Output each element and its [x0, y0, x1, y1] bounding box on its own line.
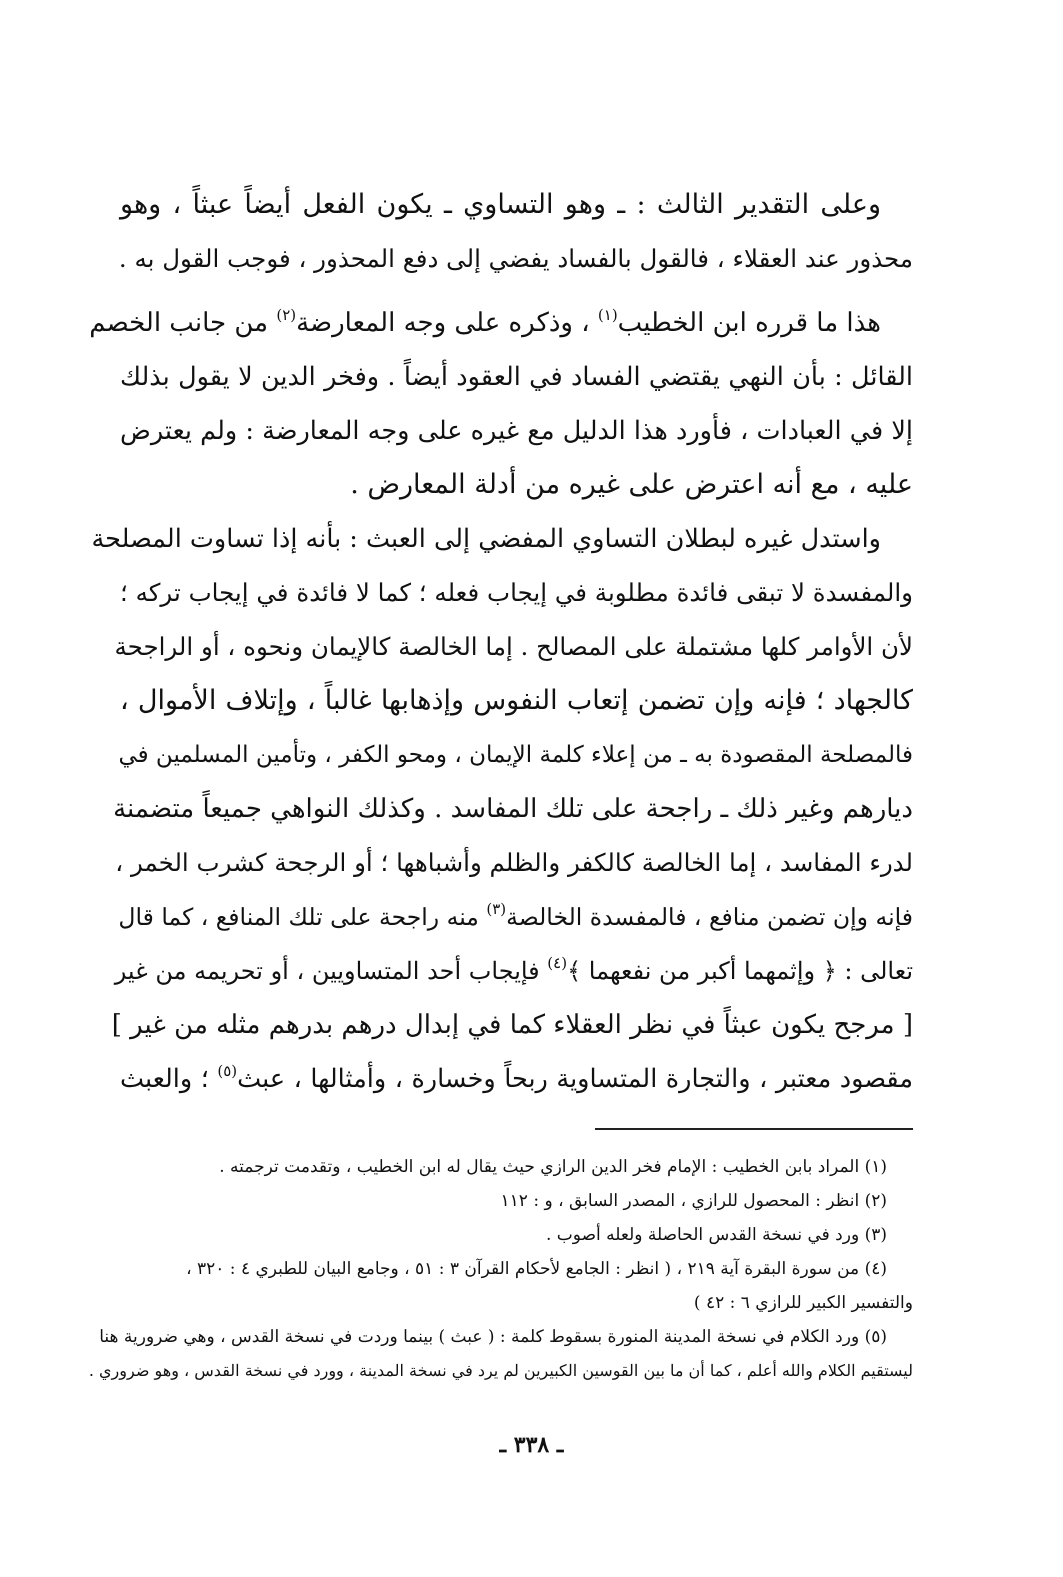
text-line: عليه ، مع أنه اعترض على غيره من أدلة المعارض . [350, 469, 913, 500]
text-line [120, 1052, 945, 1106]
footnote-ref-3: (٣) [486, 900, 507, 918]
text-line: القائل : بأن النهي يقتضي الفساد في العقود أيضاً . وفخر الدين لا يقول بذلك [120, 362, 913, 392]
text-line: والمفسدة لا تبقى فائدة مطلوبة في إيجاب فعله ؛ كما لا فائدة في إيجاب تركه ؛ [120, 578, 913, 607]
footnote-line: والتفسير الكبير للرازي ٦ : ٤٢ ) [693, 1293, 913, 1313]
text-segment: تعالى : ﴿ وإثمهما أكبر من نفعهما ﴾ [567, 957, 913, 985]
text-line: ديارهم وغير ذلك ـ راجحة على تلك المفاسد . وكذلك النواهي جميعاً متضمنة [113, 794, 913, 824]
text-line: لأن الأوامر كلها مشتملة على المصالح . إما الخالصة كالإيمان ونحوه ، أو الراجحة [114, 632, 913, 661]
footnote-line: (١) المراد بابن الخطيب : الإمام فخر الدين الرازي حيث يقال له ابن الخطيب ، وتقدمت ترجمته . [219, 1157, 887, 1177]
text-segment: ، وذكره على وجه المعارضة [296, 308, 598, 338]
footnotes [88, 1150, 913, 1388]
text-line: فالمصلحة المقصودة به ـ من إعلاء كلمة الإيمان ، ومحو الكفر ، وتأمين المسلمين في [118, 742, 913, 768]
footnote-ref-1: (١) [597, 306, 618, 324]
text-segment: ؛ والعبث [120, 1064, 218, 1094]
text-line: لدرء المفاسد ، إما الخالصة كالكفر والظلم وأشباهها ؛ أو الرجحة كشرب الخمر ، [115, 848, 913, 877]
footnote-ref-5: (٥) [217, 1062, 238, 1080]
text-line: وعلى التقدير الثالث : ـ وهو التساوي ـ يكون الفعل أيضاً عبثاً ، وهو [120, 189, 881, 220]
footnote-ref-2: (٢) [276, 306, 297, 324]
footnote-1 [120, 1150, 913, 1184]
text-line [114, 944, 945, 998]
text-segment: مقصود معتبر ، والتجارة المتساوية ربحاً وخسارة ، وأمثالها ، عبث [237, 1064, 913, 1094]
footnote-2 [120, 1184, 913, 1218]
text-segment: فإيجاب أحد المتساويين ، أو تحريمه من غير [114, 957, 548, 985]
text-line: [ مرجح يكون عبثاً في نظر العقلاء كما في إبدال درهم بدرهم مثله من غير ] [111, 1010, 913, 1040]
main-text [89, 178, 913, 1106]
footnote-line: (٣) ورد في نسخة القدس الحاصلة ولعله أصوب . [545, 1225, 887, 1245]
footnote-line: (٥) ورد الكلام في نسخة المدينة المنورة بسقوط كلمة : ( عبث ) بينما وردت في نسخة القدس ، وهي ضرورية هنا [99, 1327, 887, 1347]
text-segment: من جانب الخصم [89, 308, 277, 338]
text-segment: فإنه وإن تضمن منافع ، فالمفسدة الخالصة [506, 903, 913, 931]
text-line: محذور عند العقلاء ، فالقول بالفساد يفضي إلى دفع المحذور ، فوجب القول به . [118, 244, 913, 273]
footnote-3 [120, 1218, 913, 1252]
footnote-4 [120, 1252, 913, 1320]
text-line [120, 890, 945, 944]
paragraph-2 [89, 296, 913, 512]
text-line [89, 296, 913, 350]
footnote-line: ليستقيم الكلام والله أعلم ، كما أن ما بين القوسين الكبيرين لم يرد في نسخة المدينة ، وورد في نسخة القدس ، وهو ضروري . [88, 1361, 913, 1380]
text-segment: هذا ما قرره ابن الخطيب [617, 308, 881, 338]
footnote-line: (٢) انظر : المحصول للرازي ، المصدر السابق ، و : ١١٢ [500, 1191, 887, 1211]
page-number: ـ ٣٣٨ ـ [499, 1432, 564, 1458]
paragraph-1 [120, 178, 913, 286]
footnote-separator [595, 1128, 913, 1130]
text-segment: منه راجحة على تلك المنافع ، كما قال [118, 903, 487, 931]
footnote-ref-4: (٤) [547, 954, 568, 972]
paragraph-3 [91, 512, 913, 1106]
text-line: واستدل غيره لبطلان التساوي المفضي إلى العبث : بأنه إذا تساوت المصلحة [91, 524, 881, 554]
text-line: إلا في العبادات ، فأورد هذا الدليل مع غيره على وجه المعارضة : ولم يعترض [120, 416, 913, 446]
footnote-5 [88, 1320, 913, 1388]
text-line: كالجهاد ؛ فإنه وإن تضمن إتعاب النفوس وإذهابها غالباً ، وإتلاف الأموال ، [120, 685, 913, 716]
footnote-line: (٤) من سورة البقرة آية ٢١٩ ، ( انظر : الجامع لأحكام القرآن ٣ : ٥١ ، وجامع البيان للطبري ٤ : ٣٢٠ ، [186, 1259, 887, 1279]
